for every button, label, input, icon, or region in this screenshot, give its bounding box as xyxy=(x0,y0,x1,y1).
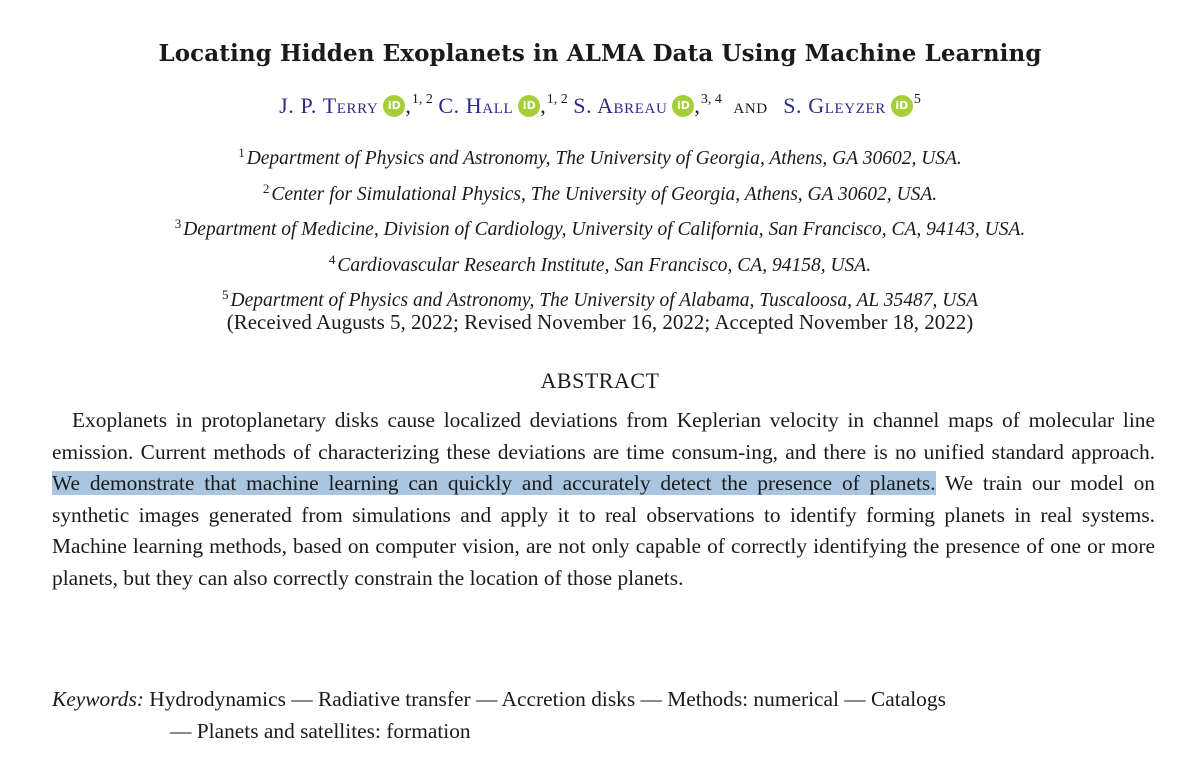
affiliation-text: Department of Physics and Astronomy, The University of Georgia, Athens, GA 30602, USA. xyxy=(246,148,962,169)
author-2[interactable] xyxy=(438,93,573,118)
author-separator: , xyxy=(694,93,700,118)
author-affil-sup: 3, 4 xyxy=(700,92,722,107)
orcid-icon[interactable]: iD xyxy=(518,95,540,117)
keywords xyxy=(52,684,1162,747)
orcid-icon[interactable]: iD xyxy=(672,95,694,117)
author-name[interactable]: C. Hall xyxy=(438,93,514,118)
author-affil-sup: 1, 2 xyxy=(411,92,433,107)
affiliation-text: Center for Simulational Physics, The University of Georgia, Athens, GA 30602, USA. xyxy=(271,183,938,205)
affiliation-number: 3 xyxy=(174,216,182,231)
keywords-line-2: — Planets and satellites: formation xyxy=(170,718,471,743)
affiliation-number: 2 xyxy=(262,180,270,196)
affiliation-text: Cardiovascular Research Institute, San Francisco, CA, 94158, USA. xyxy=(337,254,872,276)
submission-dates: (Received Augusts 5, 2022; Revised November 16, 2022; Accepted November 18, 2022) xyxy=(226,310,974,334)
author-name[interactable]: S. Abreau xyxy=(573,93,668,118)
orcid-icon[interactable]: iD xyxy=(383,95,405,117)
abstract-text xyxy=(52,405,1155,594)
author-separator: , xyxy=(405,93,411,118)
affiliation xyxy=(0,209,1200,245)
affiliation-number: 5 xyxy=(222,287,229,302)
paper-title: Locating Hidden Exoplanets in ALMA Data Using Machine Learning xyxy=(158,40,1042,67)
affiliation-number: 1 xyxy=(238,145,245,160)
author-affil-sup: 5 xyxy=(913,92,921,107)
affiliation-number: 4 xyxy=(328,251,336,267)
author-and: and xyxy=(733,93,768,118)
orcid-icon[interactable]: iD xyxy=(891,95,913,117)
author-4[interactable] xyxy=(783,93,921,118)
author-list xyxy=(0,92,1200,119)
author-affil-sup: 1, 2 xyxy=(546,92,568,107)
abstract-text-start: Exoplanets in protoplanetary disks cause localized deviations from Keplerian velocity in channel maps of molecular line emission. Current methods of characterizing these deviations are time consum-ing, and there is no unified standard approach. xyxy=(52,408,1155,464)
highlighted-selection[interactable]: We demonstrate that machine learning can quickly and accurately detect the presence of planets. xyxy=(52,471,936,495)
affiliation-list xyxy=(0,138,1200,316)
keywords-label: Keywords: xyxy=(52,687,144,711)
affiliation xyxy=(0,174,1200,210)
keywords-line-1 xyxy=(52,684,1162,716)
author-3[interactable] xyxy=(573,93,727,118)
affiliation-text: Department of Medicine, Division of Cardiology, University of California, San Francisco, CA, 94143, USA. xyxy=(183,219,1026,240)
keywords-list: Hydrodynamics — Radiative transfer — Accretion disks — Methods: numerical — Catalogs xyxy=(149,687,946,711)
author-separator: , xyxy=(540,93,546,118)
abstract-heading: ABSTRACT xyxy=(540,368,660,393)
affiliation-text: Department of Physics and Astronomy, The University of Alabama, Tuscaloosa, AL 35487, USA xyxy=(230,290,978,311)
abstract-text-end: We train our model on synthetic images generated from simulations and apply it to real observations to identify forming planets in real systems. Machine learning methods, based on computer vision, are not only capable of correctly identifying the presence of one or more planets, but they can also correctly constrain the location of those planets. xyxy=(52,471,1155,590)
author-name[interactable]: J. P. Terry xyxy=(279,93,379,118)
affiliation xyxy=(0,245,1200,281)
affiliation xyxy=(0,138,1200,174)
author-1[interactable] xyxy=(279,93,438,118)
author-name[interactable]: S. Gleyzer xyxy=(783,93,886,118)
